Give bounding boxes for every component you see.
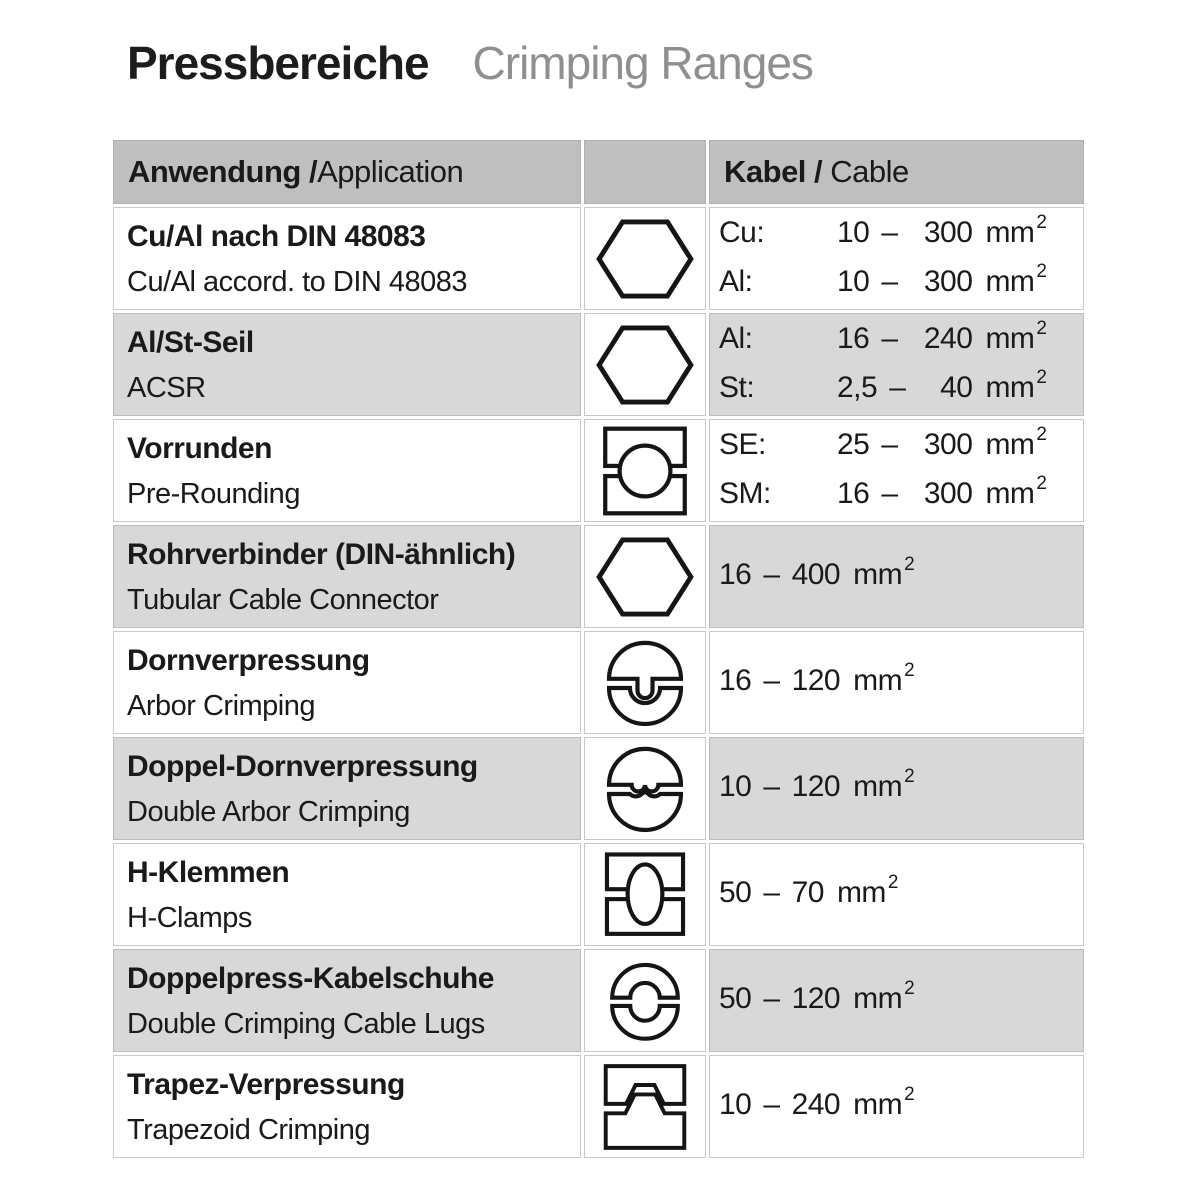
range-line bbox=[719, 422, 1047, 471]
die-icon-cell bbox=[584, 631, 706, 734]
die-icon-cell bbox=[584, 525, 706, 628]
hexagon-die-icon bbox=[596, 218, 694, 300]
application-name-de: Doppel-Dornverpressung bbox=[127, 749, 478, 783]
application-name-de: Al/St-Seil bbox=[127, 325, 254, 359]
range-unit-exponent: 2 bbox=[1036, 317, 1047, 339]
range-from: 2,5 bbox=[837, 370, 878, 404]
range-unit-exponent: 2 bbox=[904, 1084, 915, 1105]
material-label: St: bbox=[719, 370, 755, 404]
cable-range-cell bbox=[709, 313, 1084, 416]
die-icon-cell bbox=[584, 737, 706, 840]
hexagon-die-icon bbox=[596, 324, 694, 406]
range-line bbox=[719, 210, 1047, 259]
double-crimp-die-icon bbox=[604, 955, 686, 1047]
range-to: 240 bbox=[923, 321, 973, 355]
header-cable-en: Cable bbox=[830, 154, 909, 189]
range-line bbox=[719, 471, 1047, 520]
double-arbor-die-icon bbox=[603, 743, 687, 835]
range-unit: mm bbox=[853, 1088, 903, 1121]
cable-range-cell bbox=[709, 949, 1084, 1052]
range-dash: – bbox=[763, 770, 780, 803]
range-to: 40 bbox=[940, 370, 973, 404]
trapezoid-die-icon bbox=[601, 1063, 689, 1151]
range-dash: – bbox=[889, 370, 906, 404]
range-unit: mm bbox=[853, 664, 903, 697]
application-name-de: Cu/Al nach DIN 48083 bbox=[127, 219, 426, 253]
header-cell-die-icon-spacer bbox=[584, 140, 706, 204]
application-cell bbox=[113, 419, 581, 522]
range-unit-exponent: 2 bbox=[887, 872, 899, 893]
application-cell bbox=[113, 631, 581, 734]
application-cell bbox=[113, 949, 581, 1052]
application-name-de: Rohrverbinder (DIN-ähnlich) bbox=[127, 537, 516, 571]
pre-rounding-die-icon bbox=[601, 425, 689, 517]
range-to: 240 bbox=[791, 1088, 841, 1121]
application-name-de: Trapez-Verpressung bbox=[127, 1067, 405, 1101]
header-cable-de: Kabel / bbox=[724, 154, 831, 189]
range-from: 10 bbox=[837, 264, 870, 298]
range-line bbox=[719, 976, 1047, 1025]
range-unit: mm bbox=[853, 770, 903, 803]
range-line bbox=[719, 764, 1047, 813]
range-line bbox=[719, 1082, 1047, 1131]
h-clamp-die-icon bbox=[602, 851, 688, 939]
range-to: 300 bbox=[923, 215, 973, 249]
range-unit: mm bbox=[853, 982, 903, 1015]
arbor-die-icon bbox=[603, 637, 687, 729]
range-from: 50 bbox=[719, 982, 752, 1015]
application-name-en: Pre-Rounding bbox=[127, 477, 300, 510]
range-unit: mm bbox=[853, 558, 903, 591]
range-unit: mm bbox=[985, 321, 1035, 355]
range-line bbox=[719, 552, 1047, 601]
die-icon-cell bbox=[584, 1055, 706, 1158]
cable-range-cell bbox=[709, 631, 1084, 734]
die-icon-cell bbox=[584, 949, 706, 1052]
range-unit: mm bbox=[985, 264, 1035, 298]
application-cell bbox=[113, 843, 581, 946]
range-unit-exponent: 2 bbox=[1036, 472, 1047, 494]
range-unit-exponent: 2 bbox=[1036, 423, 1047, 445]
crimping-ranges-table bbox=[113, 140, 1088, 1158]
range-unit-exponent: 2 bbox=[1036, 366, 1047, 388]
range-unit-exponent: 2 bbox=[904, 766, 915, 787]
cable-range-cell bbox=[709, 843, 1084, 946]
range-line bbox=[719, 658, 1047, 707]
title-german: Pressbereiche bbox=[127, 37, 429, 89]
range-line bbox=[719, 870, 1047, 919]
range-dash: – bbox=[763, 1088, 780, 1121]
range-dash: – bbox=[881, 264, 898, 298]
application-name-de: Doppelpress-Kabelschuhe bbox=[127, 961, 494, 995]
header-cell-cable bbox=[709, 140, 1084, 204]
range-unit-exponent: 2 bbox=[1036, 260, 1047, 282]
range-to: 400 bbox=[791, 558, 841, 591]
application-name-en: ACSR bbox=[127, 371, 206, 404]
material-label: Cu: bbox=[719, 215, 765, 249]
range-unit: mm bbox=[836, 876, 886, 909]
application-name-de: Dornverpressung bbox=[127, 643, 370, 677]
range-from: 16 bbox=[837, 476, 870, 510]
range-from: 25 bbox=[837, 427, 870, 461]
range-unit: mm bbox=[985, 427, 1035, 461]
range-to: 120 bbox=[791, 664, 841, 697]
material-label: Al: bbox=[719, 264, 753, 298]
range-to: 70 bbox=[791, 876, 824, 909]
application-name-en: Trapezoid Crimping bbox=[127, 1113, 370, 1146]
range-unit: mm bbox=[985, 370, 1035, 404]
range-to: 300 bbox=[923, 427, 973, 461]
range-unit: mm bbox=[985, 215, 1035, 249]
header-application-de: Anwendung / bbox=[128, 154, 318, 189]
range-to: 120 bbox=[791, 982, 841, 1015]
range-from: 16 bbox=[719, 664, 752, 697]
range-dash: – bbox=[763, 664, 780, 697]
range-line bbox=[719, 259, 1047, 308]
application-name-en: Double Crimping Cable Lugs bbox=[127, 1007, 485, 1040]
range-unit-exponent: 2 bbox=[904, 978, 915, 999]
range-to: 300 bbox=[923, 476, 973, 510]
range-dash: – bbox=[881, 427, 898, 461]
cable-range-cell bbox=[709, 737, 1084, 840]
die-icon-cell bbox=[584, 313, 706, 416]
application-name-en: H-Clamps bbox=[127, 901, 252, 934]
header-cell-application bbox=[113, 140, 581, 204]
range-dash: – bbox=[763, 558, 780, 591]
range-line bbox=[719, 316, 1047, 365]
application-name-en: Arbor Crimping bbox=[127, 689, 315, 722]
range-from: 10 bbox=[837, 215, 870, 249]
cable-range-cell bbox=[709, 525, 1084, 628]
range-from: 50 bbox=[719, 876, 752, 909]
range-dash: – bbox=[881, 321, 898, 355]
material-label: SM: bbox=[719, 476, 771, 510]
application-cell bbox=[113, 313, 581, 416]
application-name-en: Double Arbor Crimping bbox=[127, 795, 410, 828]
application-name-en: Cu/Al accord. to DIN 48083 bbox=[127, 265, 468, 298]
range-from: 16 bbox=[837, 321, 870, 355]
range-unit-exponent: 2 bbox=[1036, 211, 1047, 233]
range-dash: – bbox=[763, 982, 780, 1015]
range-line bbox=[719, 365, 1047, 414]
hexagon-die-icon bbox=[596, 536, 694, 618]
range-from: 10 bbox=[719, 770, 752, 803]
range-to: 120 bbox=[791, 770, 841, 803]
application-name-en: Tubular Cable Connector bbox=[127, 583, 439, 616]
header-application-en: Application bbox=[317, 154, 464, 189]
title-english: Crimping Ranges bbox=[472, 37, 813, 89]
cable-range-cell bbox=[709, 207, 1084, 310]
die-icon-cell bbox=[584, 207, 706, 310]
application-name-de: H-Klemmen bbox=[127, 855, 290, 889]
range-to: 300 bbox=[923, 264, 973, 298]
range-from: 10 bbox=[719, 1088, 752, 1121]
range-unit: mm bbox=[985, 476, 1035, 510]
range-unit-exponent: 2 bbox=[904, 554, 915, 575]
application-cell bbox=[113, 207, 581, 310]
range-from: 16 bbox=[719, 558, 752, 591]
range-dash: – bbox=[881, 476, 898, 510]
die-icon-cell bbox=[584, 843, 706, 946]
material-label: SE: bbox=[719, 427, 766, 461]
material-label: Al: bbox=[719, 321, 753, 355]
cable-range-cell bbox=[709, 1055, 1084, 1158]
page-title bbox=[127, 36, 813, 90]
cable-range-cell bbox=[709, 419, 1084, 522]
range-dash: – bbox=[763, 876, 780, 909]
application-cell bbox=[113, 737, 581, 840]
application-cell bbox=[113, 525, 581, 628]
range-unit-exponent: 2 bbox=[904, 660, 915, 681]
die-icon-cell bbox=[584, 419, 706, 522]
range-dash: – bbox=[881, 215, 898, 249]
application-name-de: Vorrunden bbox=[127, 431, 272, 465]
application-cell bbox=[113, 1055, 581, 1158]
